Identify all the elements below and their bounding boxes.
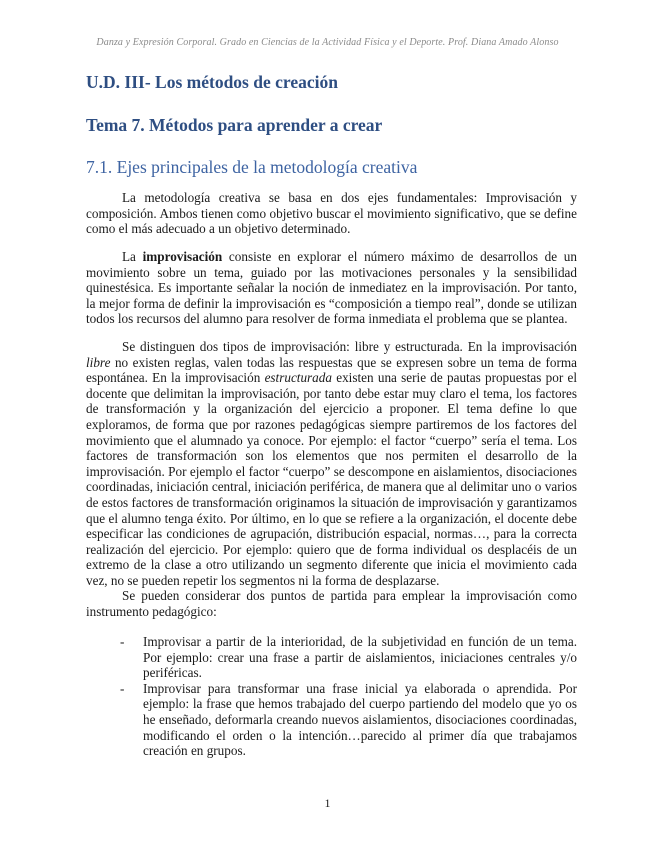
term-improvisacion: improvisación (142, 249, 223, 264)
list-item (118, 634, 577, 681)
list-item-text: Improvisar para transformar una frase inicial ya elaborada o aprendida. Por ejemplo: la frase que hemos trabajado del cuerpo partiendo del modelo que yo os he enseñado, deformarla creando nuevos aislamientos, disociaciones coordinadas, modificando el orden o la intención…parecido al primer día que trabajamos creación en grupos. (143, 680, 577, 759)
paragraph-puntos: Se pueden considerar dos puntos de partida para emplear la improvisación como instrumento pedagógico: (86, 588, 577, 619)
paragraph-tipos-c: existen una serie de pautas propuestas por el docente que delimitan la improvisación, por tanto debe estar muy claro el tema, los factores de transformación y la organización del ejercicio a proponer. El tema define lo que exploramos, de forma que por razones pedagógicas siempre partiremos de los factores del movimiento que el alumnado ya conoce. Por ejemplo: el factor “cuerpo” sería el tema. Los factores de transformación son los elementos que nos permiten el desarrollo de la improvisación. Por ejemplo el factor “cuerpo” se descompone en aislamientos, disociaciones coordinadas, iniciación central, iniciación periférica, de manera que al delimitar uno o varios de estos factores de transformación originamos la situación de improvisación y garantizamos que el alumno tenga éxito. Por último, en lo que se refiere a la organización, el docente debe especificar las condiciones de agrupación, distribución espacial, normas…, para la correcta realización del ejercicio. Por ejemplo: quiero que de forma individual os desplacéis de un extremo de la clase a otro utilizando un segmento diferente que inicia el movimiento cada vez, no se pueden repetir los segmentos ni la forma de desplazarse. (86, 370, 577, 588)
unit-heading: U.D. III- Los métodos de creación (86, 72, 338, 92)
paragraph-improvisacion (86, 249, 577, 327)
list-marker: - (120, 634, 125, 649)
list-item (118, 681, 577, 759)
list-item-text: Improvisar a partir de la interioridad, de la subjetividad en función de un tema. Por ejemplo: crear una frase a partir de aislamientos, iniciaciones centrales y/o periféricas. (143, 634, 577, 681)
list-marker: - (120, 680, 125, 696)
section-heading: 7.1. Ejes principales de la metodología creativa (86, 157, 418, 177)
term-estructurada: estructurada (264, 370, 332, 386)
paragraph-tipos-b: no existen reglas, valen todas las respuestas que se expresen sobre un tema de forma espontánea. En la improvisación (86, 354, 577, 386)
paragraph-improvisacion-start: La (122, 249, 143, 264)
term-libre: libre (86, 354, 111, 370)
paragraph-tipos (86, 339, 577, 589)
paragraph-tipos-a: Se distinguen dos tipos de improvisación: libre y estructurada. En la improvisación (122, 339, 577, 354)
paragraph-intro: La metodología creativa se basa en dos ejes fundamentales: Improvisación y composición. Ambos tienen como objetivo buscar el movimiento significativo, que se define como el más adecuado a un objetivo determinado. (86, 190, 577, 237)
tema-heading: Tema 7. Métodos para aprender a crear (86, 115, 383, 135)
running-header: Danza y Expresión Corporal. Grado en Ciencias de la Actividad Física y el Deporte. Prof. Diana Amado Alonso (96, 37, 559, 48)
paragraph-improvisacion-rest: consiste en explorar el número máximo de desarrollos de un movimiento sobre un tema, guiado por las motivaciones personales y la sensibilidad quinestésica. Es importante señalar la noción de inmediatez en la improvisación. Por tanto, la mejor forma de definir la improvisación es “composición a tiempo real”, donde se utilizan todos los recursos del alumno para resolver de forma inmediata el problema que se plantea. (86, 249, 577, 327)
improvisation-list (118, 634, 577, 759)
page-number: 1 (324, 796, 331, 810)
